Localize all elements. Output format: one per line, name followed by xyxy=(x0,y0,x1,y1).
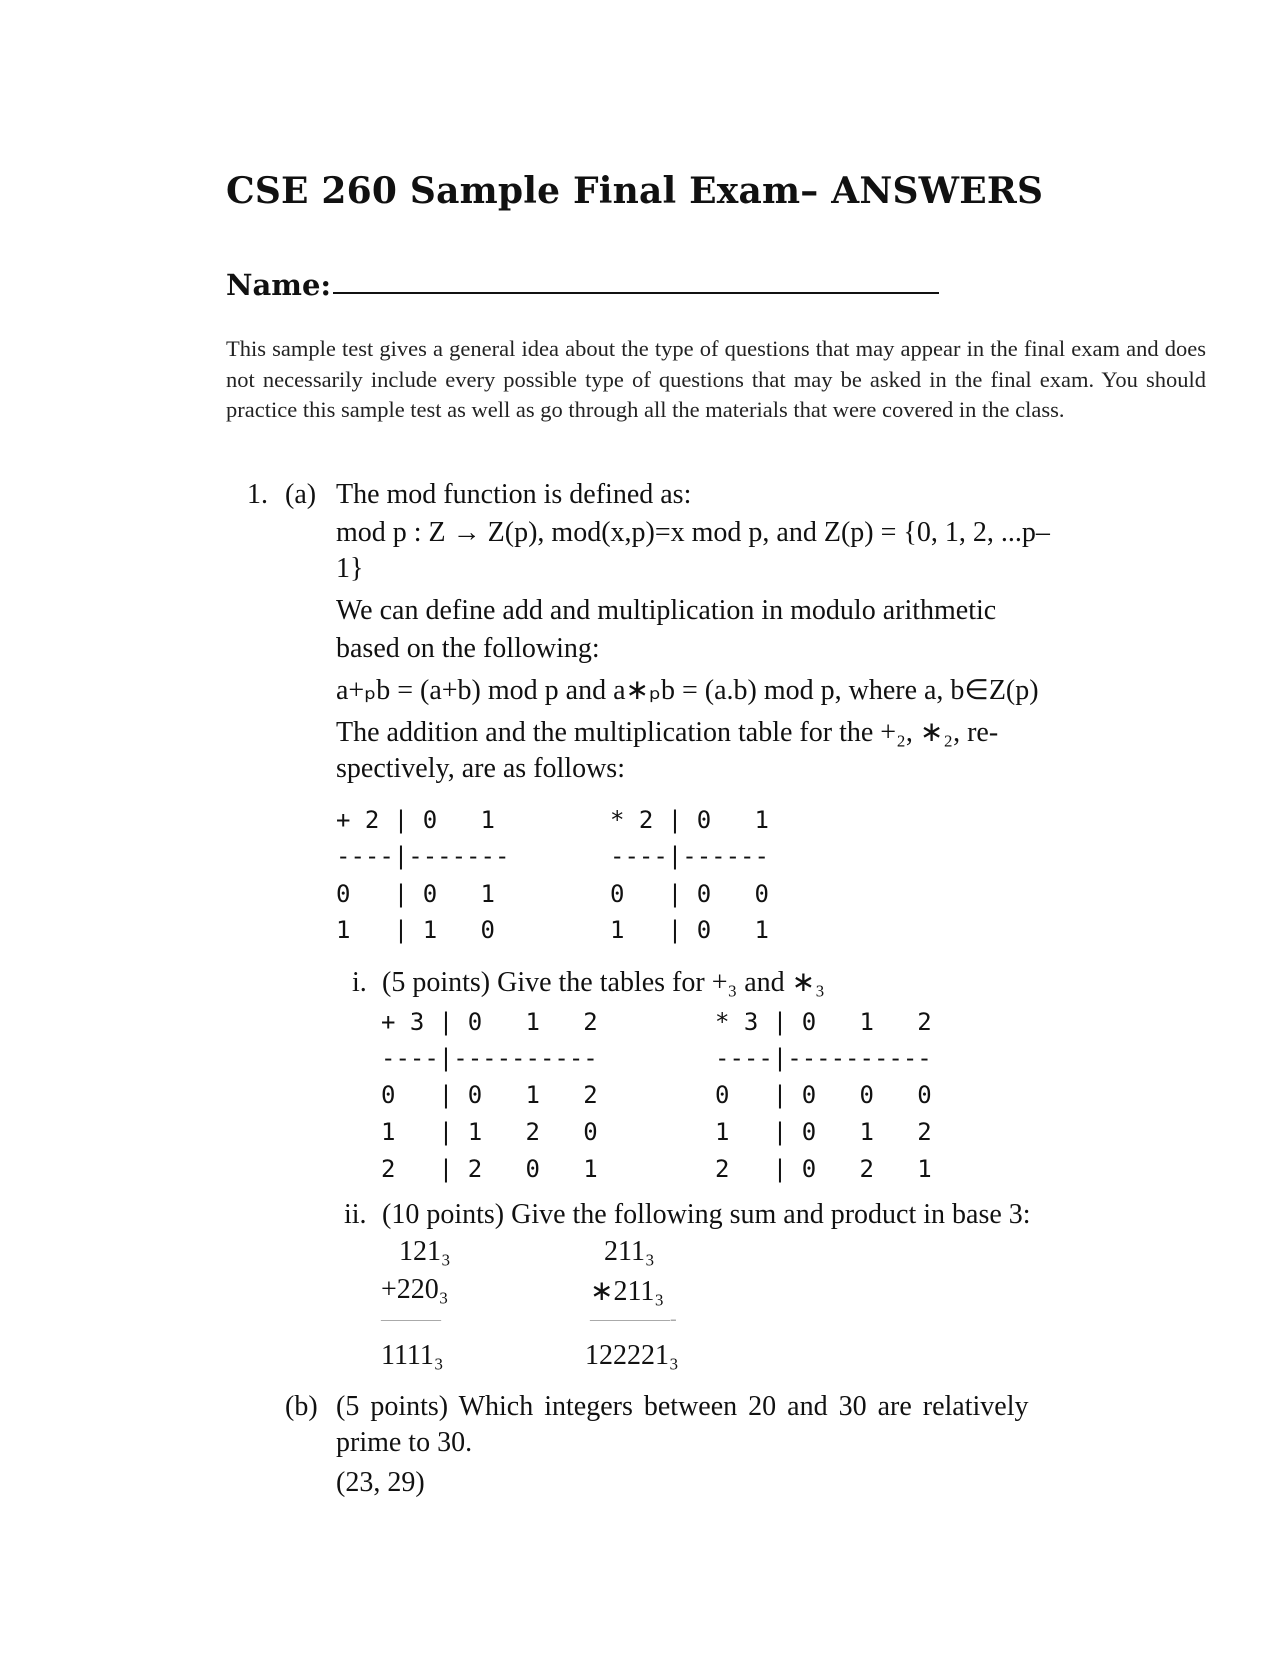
table-row: 0 | 0 1 2 xyxy=(381,1081,598,1109)
product-operand-bottom: ∗211₃ xyxy=(590,1276,665,1307)
mod-definition-line2: 1} xyxy=(336,553,364,584)
modulo-formula: a+ₚb = (a+b) mod p and a∗ₚb = (a.b) mod p, where a, b∈Z(p) xyxy=(336,675,1039,706)
sum-operand-bottom: +220₃ xyxy=(381,1274,449,1305)
define-line1: We can define add and multiplication in modulo arithmetic xyxy=(336,595,997,626)
tables-text-line1: The addition and the multiplication table for the +₂, ∗₂, re- xyxy=(336,717,999,748)
table-row: * 2 | 0 1 xyxy=(610,806,769,834)
table-row: ----|---------- xyxy=(715,1044,932,1072)
question-number: 1. xyxy=(247,479,268,510)
subpart-ii-text: (10 points) Give the following sum and product in base 3: xyxy=(382,1199,1031,1230)
subpart-ii-label: ii. xyxy=(344,1199,367,1230)
table-row: 2 | 0 2 1 xyxy=(715,1155,932,1183)
page-title: CSE 260 Sample Final Exam– ANSWERS xyxy=(226,170,1044,212)
sum-rule: ——— xyxy=(381,1308,441,1330)
table-row: ----|------ xyxy=(610,842,769,870)
product-rule: ————- xyxy=(590,1308,677,1330)
part-b-text-line2: prime to 30. xyxy=(336,1427,473,1458)
table-row: + 3 | 0 1 2 xyxy=(381,1008,598,1036)
subpart-i-text: (5 points) Give the tables for +₃ and ∗₃ xyxy=(382,967,825,998)
part-a-line1: The mod function is defined as: xyxy=(336,479,692,510)
table-row: 0 | 0 1 xyxy=(336,880,495,908)
intro-paragraph: This sample test gives a general idea about the type of questions that may appear in the final exam and does not necessarily include every possible type of questions that may be asked in the final exam. You should practice this sample test as well as go through all the materials that were covered in the class. xyxy=(226,336,1206,422)
sum-result: 1111₃ xyxy=(381,1340,444,1371)
table-row: 1 | 0 1 xyxy=(610,916,769,944)
product-operand-top: 211₃ xyxy=(604,1236,655,1267)
table-row: 0 | 0 0 xyxy=(610,880,769,908)
part-b-label: (b) xyxy=(285,1391,318,1422)
part-b-answer: (23, 29) xyxy=(336,1467,425,1498)
table-row: ----|---------- xyxy=(381,1044,598,1072)
table-row: 1 | 1 0 xyxy=(336,916,495,944)
table-row: 0 | 0 0 0 xyxy=(715,1081,932,1109)
sum-operand-top: 121₃ xyxy=(399,1236,451,1267)
part-a-label: (a) xyxy=(285,479,317,510)
name-label: Name: xyxy=(226,268,332,302)
tables-text-line2: spectively, are as follows: xyxy=(336,753,625,784)
product-result: 122221₃ xyxy=(585,1340,679,1371)
define-line2: based on the following: xyxy=(336,633,600,664)
table-row: 2 | 2 0 1 xyxy=(381,1155,598,1183)
mod-definition-line1: mod p : Z → Z(p), mod(x,p)=x mod p, and Z(p) = {0, 1, 2, ...p– xyxy=(336,517,1050,548)
subpart-i-label: i. xyxy=(352,967,367,998)
name-blank-line xyxy=(333,292,939,294)
table-row: + 2 | 0 1 xyxy=(336,806,495,834)
table-row: 1 | 0 1 2 xyxy=(715,1118,932,1146)
table-row: * 3 | 0 1 2 xyxy=(715,1008,932,1036)
table-row: ----|------- xyxy=(336,842,510,870)
part-b-text-line1: (5 points) Which integers between 20 and 30 are relatively xyxy=(336,1391,1029,1422)
table-row: 1 | 1 2 0 xyxy=(381,1118,598,1146)
